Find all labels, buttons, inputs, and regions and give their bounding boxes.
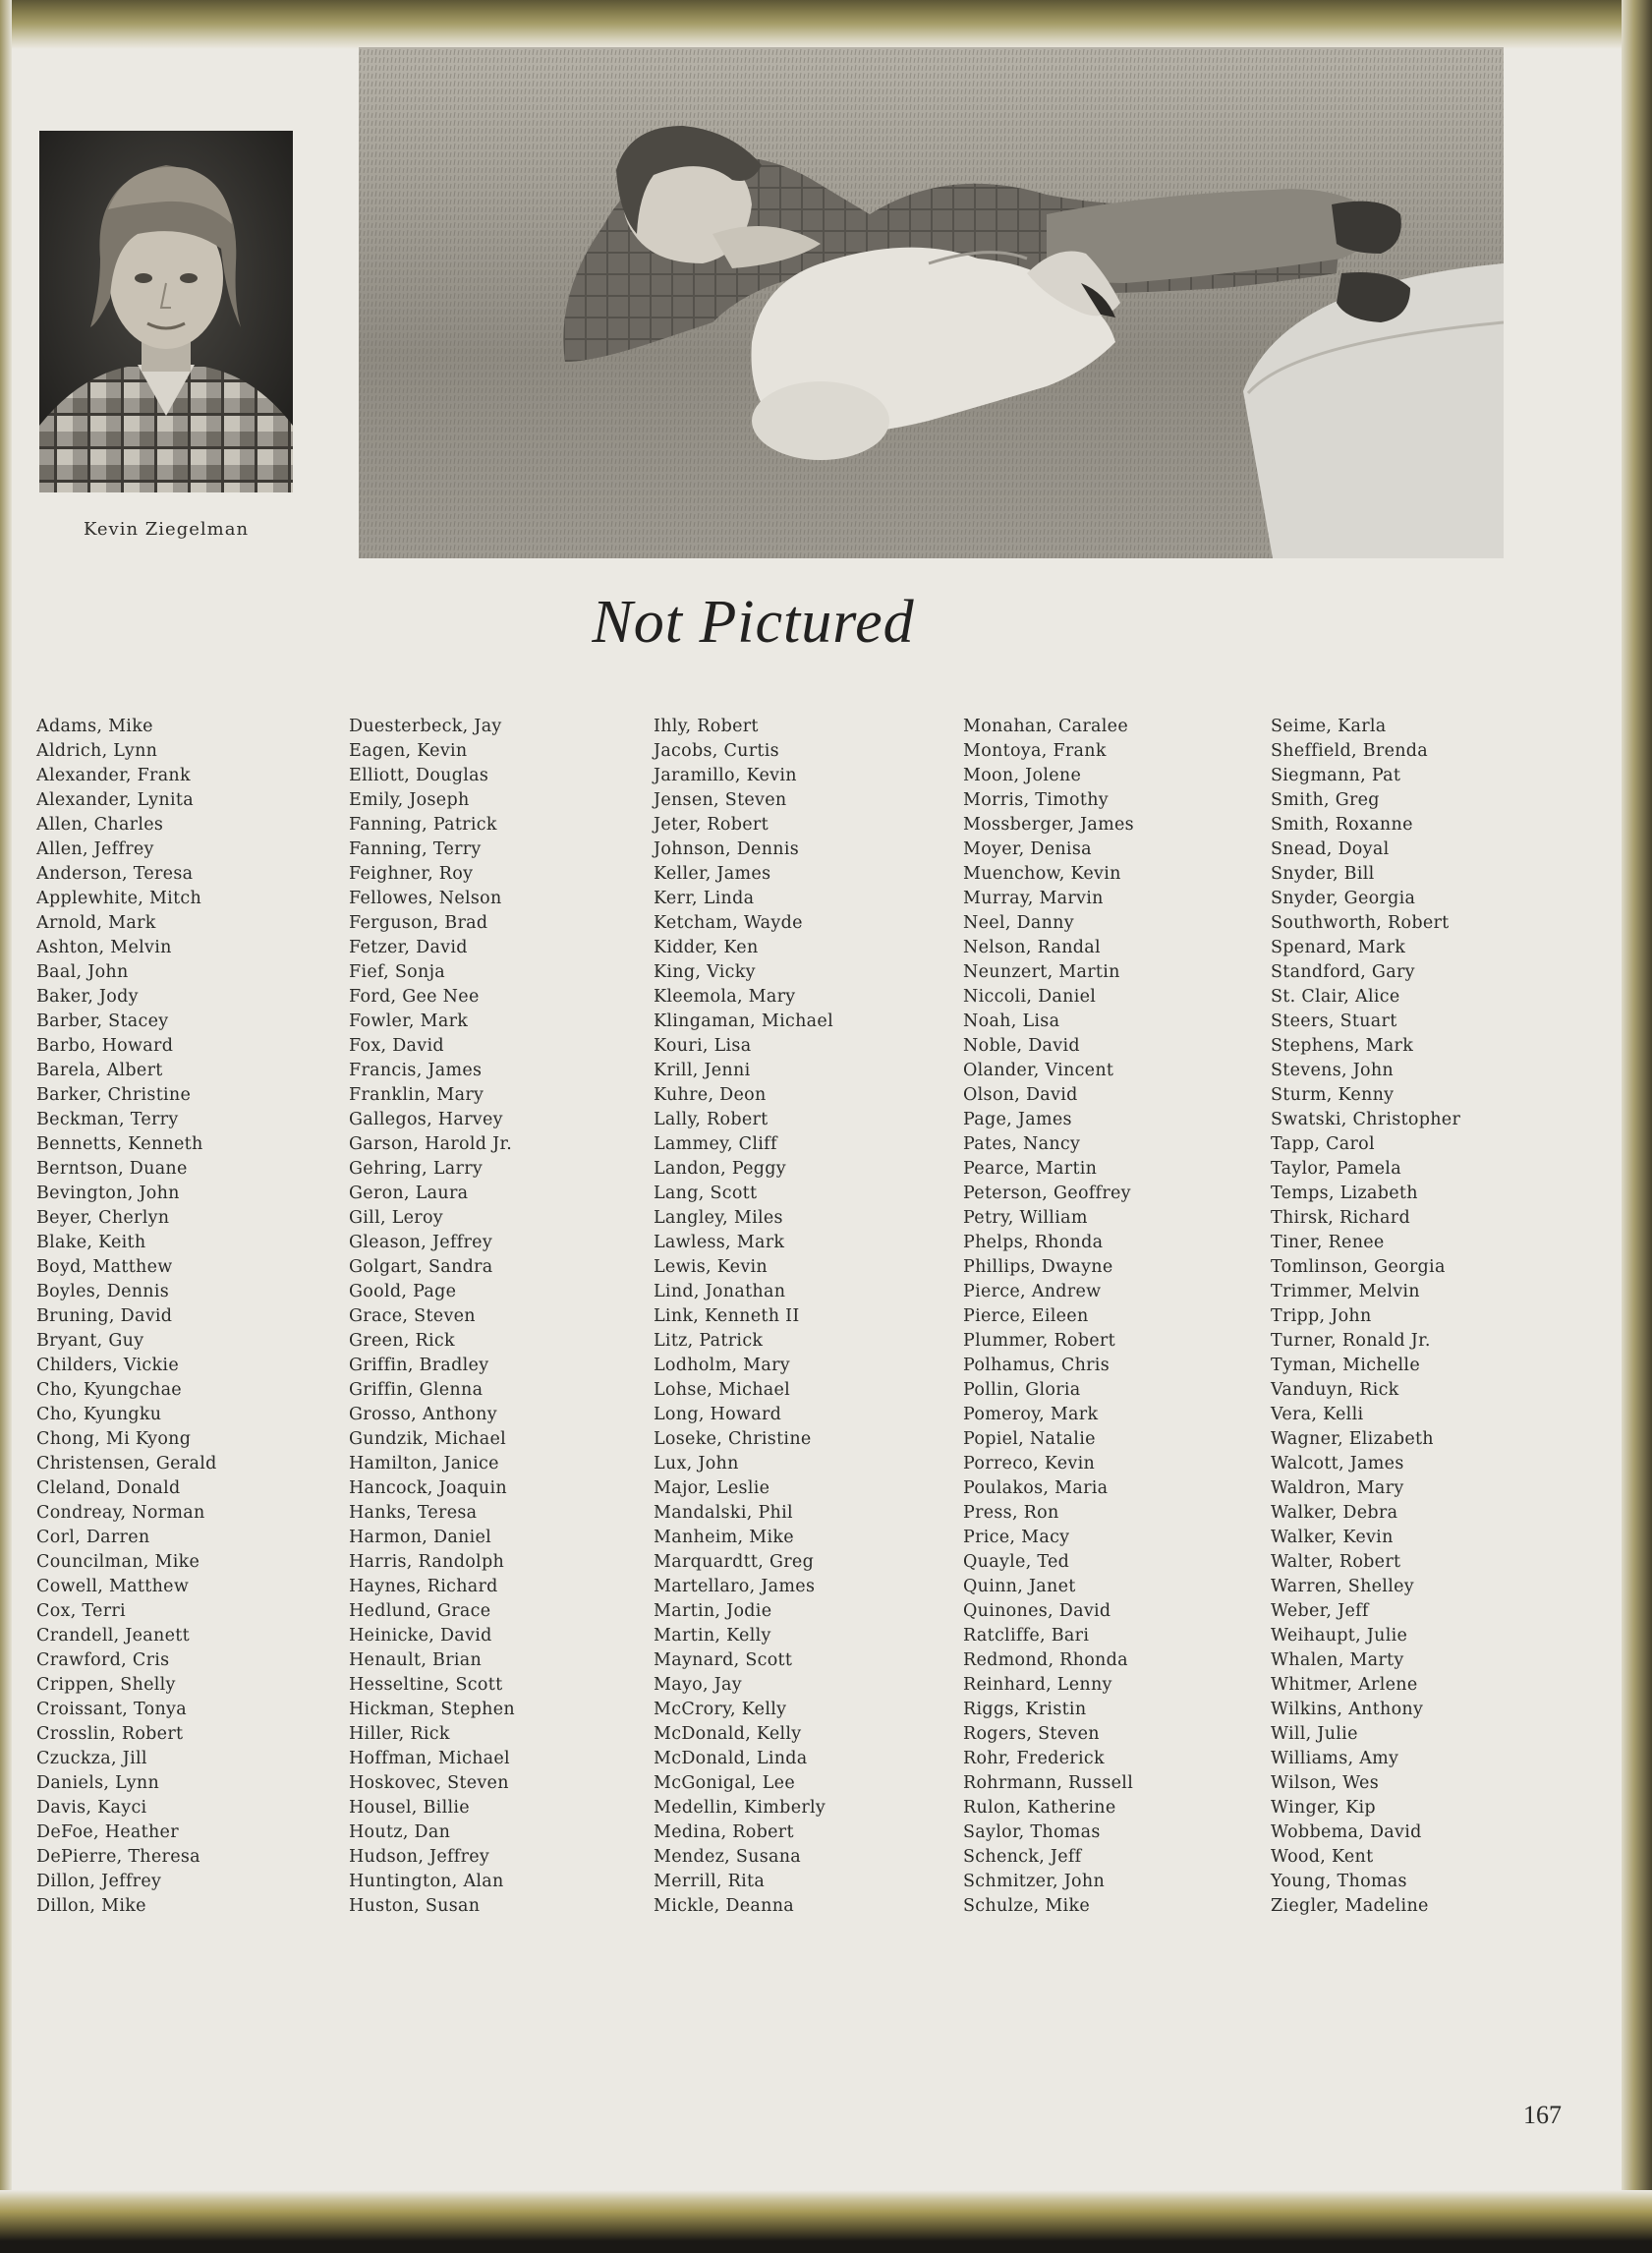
name-entry: Smith, Roxanne <box>1271 815 1413 835</box>
name-entry: Griffin, Glenna <box>349 1380 484 1400</box>
name-entry: Housel, Billie <box>349 1798 470 1818</box>
name-entry: Ford, Gee Nee <box>349 987 480 1007</box>
name-entry: Duesterbeck, Jay <box>349 717 502 736</box>
name-entry: Seime, Karla <box>1271 717 1387 736</box>
name-entry: Link, Kenneth II <box>654 1306 800 1326</box>
name-entry: Trimmer, Melvin <box>1271 1282 1420 1301</box>
name-entry: Jeter, Robert <box>654 815 769 835</box>
name-entry: Manheim, Mike <box>654 1528 794 1547</box>
name-entry: Berntson, Duane <box>36 1159 188 1179</box>
name-entry: Baker, Jody <box>36 987 139 1007</box>
name-entry: Mandalski, Phil <box>654 1503 793 1523</box>
name-entry: Marquardtt, Greg <box>654 1552 815 1572</box>
name-entry: Tiner, Renee <box>1271 1233 1385 1252</box>
name-entry: Ketcham, Wayde <box>654 913 803 933</box>
name-entry: Noble, David <box>963 1036 1080 1056</box>
name-entry: Press, Ron <box>963 1503 1059 1523</box>
name-entry: Mickle, Deanna <box>654 1896 794 1916</box>
name-entry: Beyer, Cherlyn <box>36 1208 170 1228</box>
name-entry: Rogers, Steven <box>963 1724 1100 1744</box>
name-entry: Plummer, Robert <box>963 1331 1115 1351</box>
name-entry: Barber, Stacey <box>36 1011 169 1031</box>
name-entry: Rohr, Frederick <box>963 1749 1105 1768</box>
name-entry: Williams, Amy <box>1271 1749 1399 1768</box>
name-entry: Alexander, Frank <box>36 766 191 785</box>
name-entry: Hoskovec, Steven <box>349 1773 509 1793</box>
name-entry: Murray, Marvin <box>963 889 1104 908</box>
name-entry: Moon, Jolene <box>963 766 1082 785</box>
name-entry: McCrory, Kelly <box>654 1700 787 1719</box>
name-entry: Snyder, Georgia <box>1271 889 1416 908</box>
name-entry: Eagen, Kevin <box>349 741 468 761</box>
name-entry: Croissant, Tonya <box>36 1700 187 1719</box>
name-entry: Litz, Patrick <box>654 1331 764 1351</box>
section-title: Not Pictured <box>592 589 915 656</box>
name-entry: Harris, Randolph <box>349 1552 505 1572</box>
name-entry: Golgart, Sandra <box>349 1257 493 1277</box>
name-entry: Schenck, Jeff <box>963 1847 1082 1867</box>
name-entry: Bennetts, Kenneth <box>36 1134 203 1154</box>
name-entry: Fanning, Patrick <box>349 815 497 835</box>
name-entry: Gallegos, Harvey <box>349 1110 503 1129</box>
name-entry: Cho, Kyungchae <box>36 1380 182 1400</box>
page-number: 167 <box>1523 2101 1562 2129</box>
name-entry: Weihaupt, Julie <box>1271 1626 1408 1646</box>
name-column-5 <box>1271 715 1460 1919</box>
name-entry: Moyer, Denisa <box>963 839 1092 859</box>
name-entry: Pates, Nancy <box>963 1134 1081 1154</box>
name-entry: Monahan, Caralee <box>963 717 1128 736</box>
name-entry: Keller, James <box>654 864 771 884</box>
page-top-edge <box>0 0 1652 49</box>
name-entry: Crosslin, Robert <box>36 1724 184 1744</box>
name-entry: Medina, Robert <box>654 1822 794 1842</box>
name-entry: Long, Howard <box>654 1405 782 1424</box>
name-entry: Bryant, Guy <box>36 1331 144 1351</box>
name-entry: Cleland, Donald <box>36 1478 181 1498</box>
name-entry: Wood, Kent <box>1271 1847 1374 1867</box>
name-entry: Quinones, David <box>963 1601 1111 1621</box>
name-entry: Boyd, Matthew <box>36 1257 173 1277</box>
name-entry: Southworth, Robert <box>1271 913 1450 933</box>
name-entry: Hanks, Teresa <box>349 1503 478 1523</box>
name-entry: Huntington, Alan <box>349 1872 504 1891</box>
name-entry: Tripp, John <box>1271 1306 1372 1326</box>
name-entry: Vanduyn, Rick <box>1271 1380 1399 1400</box>
name-entry: Fanning, Terry <box>349 839 482 859</box>
name-entry: Spenard, Mark <box>1271 938 1406 957</box>
name-entry: Grosso, Anthony <box>349 1405 497 1424</box>
name-entry: Waldron, Mary <box>1271 1478 1404 1498</box>
name-entry: Martin, Jodie <box>654 1601 772 1621</box>
name-entry: Blake, Keith <box>36 1233 146 1252</box>
name-entry: Pierce, Andrew <box>963 1282 1102 1301</box>
name-entry: Barbo, Howard <box>36 1036 174 1056</box>
name-entry: Crawford, Cris <box>36 1650 170 1670</box>
page-bottom-edge <box>0 2190 1652 2253</box>
name-entry: Grace, Steven <box>349 1306 476 1326</box>
name-entry: Corl, Darren <box>36 1528 150 1547</box>
name-entry: Walker, Kevin <box>1271 1528 1394 1547</box>
name-entry: Alexander, Lynita <box>36 790 194 810</box>
name-entry: Quinn, Janet <box>963 1577 1076 1596</box>
name-entry: Muenchow, Kevin <box>963 864 1121 884</box>
name-entry: Lawless, Mark <box>654 1233 785 1252</box>
name-entry: Tapp, Carol <box>1271 1134 1375 1154</box>
name-entry: Loseke, Christine <box>654 1429 812 1449</box>
name-entry: Niccoli, Daniel <box>963 987 1097 1007</box>
name-entry: Gundzik, Michael <box>349 1429 507 1449</box>
name-entry: Cho, Kyungku <box>36 1405 162 1424</box>
candid-illustration <box>359 47 1504 558</box>
name-entry: Bevington, John <box>36 1184 180 1203</box>
name-entry: Stevens, John <box>1271 1061 1394 1080</box>
name-entry: Saylor, Thomas <box>963 1822 1101 1842</box>
name-entry: Elliott, Douglas <box>349 766 489 785</box>
name-column-1 <box>36 715 217 1919</box>
name-entry: McDonald, Kelly <box>654 1724 802 1744</box>
name-entry: St. Clair, Alice <box>1271 987 1400 1007</box>
name-entry: Riggs, Kristin <box>963 1700 1087 1719</box>
name-entry: Phillips, Dwayne <box>963 1257 1113 1277</box>
name-entry: Tomlinson, Georgia <box>1271 1257 1446 1277</box>
name-column-2 <box>349 715 515 1919</box>
name-entry: Young, Thomas <box>1271 1872 1407 1891</box>
name-entry: Mossberger, James <box>963 815 1134 835</box>
name-entry: Green, Rick <box>349 1331 455 1351</box>
name-entry: Redmond, Rhonda <box>963 1650 1128 1670</box>
name-entry: Phelps, Rhonda <box>963 1233 1104 1252</box>
name-entry: Tyman, Michelle <box>1271 1356 1420 1375</box>
name-entry: Baal, John <box>36 962 129 982</box>
name-entry: Haynes, Richard <box>349 1577 498 1596</box>
name-entry: Klingaman, Michael <box>654 1011 833 1031</box>
name-entry: Swatski, Christopher <box>1271 1110 1461 1129</box>
name-entry: Morris, Timothy <box>963 790 1109 810</box>
name-entry: Feighner, Roy <box>349 864 474 884</box>
name-entry: Kuhre, Deon <box>654 1085 767 1105</box>
name-entry: Vera, Kelli <box>1271 1405 1364 1424</box>
name-entry: Standford, Gary <box>1271 962 1415 982</box>
name-entry: Davis, Kayci <box>36 1798 147 1818</box>
name-entry: Anderson, Teresa <box>36 864 194 884</box>
name-entry: Griffin, Bradley <box>349 1356 489 1375</box>
page-right-edge <box>1622 0 1652 2253</box>
name-entry: Geron, Laura <box>349 1184 469 1203</box>
name-entry: Lux, John <box>654 1454 739 1473</box>
name-entry: Lind, Jonathan <box>654 1282 786 1301</box>
name-entry: Heinicke, David <box>349 1626 492 1646</box>
name-entry: Temps, Lizabeth <box>1271 1184 1418 1203</box>
name-entry: Crandell, Jeanett <box>36 1626 190 1646</box>
name-entry: Weber, Jeff <box>1271 1601 1369 1621</box>
name-entry: Martellaro, James <box>654 1577 816 1596</box>
name-entry: Olson, David <box>963 1085 1078 1105</box>
name-entry: Lang, Scott <box>654 1184 758 1203</box>
name-entry: King, Vicky <box>654 962 756 982</box>
name-entry: Pierce, Eileen <box>963 1306 1089 1326</box>
name-entry: Schulze, Mike <box>963 1896 1091 1916</box>
name-entry: Gehring, Larry <box>349 1159 484 1179</box>
name-entry: Quayle, Ted <box>963 1552 1070 1572</box>
name-entry: Wilkins, Anthony <box>1271 1700 1424 1719</box>
name-entry: Merrill, Rita <box>654 1872 766 1891</box>
name-entry: Warren, Shelley <box>1271 1577 1414 1596</box>
name-entry: Lodholm, Mary <box>654 1356 790 1375</box>
name-entry: Barker, Christine <box>36 1085 192 1105</box>
name-entry: Polhamus, Chris <box>963 1356 1110 1375</box>
name-entry: Franklin, Mary <box>349 1085 484 1105</box>
name-entry: Page, James <box>963 1110 1072 1129</box>
name-entry: Porreco, Kevin <box>963 1454 1096 1473</box>
name-entry: Christensen, Gerald <box>36 1454 217 1473</box>
name-entry: Pomeroy, Mark <box>963 1405 1099 1424</box>
name-entry: Winger, Kip <box>1271 1798 1376 1818</box>
name-entry: Bruning, David <box>36 1306 173 1326</box>
name-entry: Steers, Stuart <box>1271 1011 1397 1031</box>
name-entry: Crippen, Shelly <box>36 1675 176 1695</box>
portrait-photo <box>39 131 293 492</box>
name-entry: Fellowes, Nelson <box>349 889 502 908</box>
name-entry: Kleemola, Mary <box>654 987 796 1007</box>
name-entry: Neunzert, Martin <box>963 962 1120 982</box>
name-entry: Siegmann, Pat <box>1271 766 1401 785</box>
name-entry: Dillon, Mike <box>36 1896 146 1916</box>
name-entry: Allen, Jeffrey <box>36 839 154 859</box>
name-entry: Whitmer, Arlene <box>1271 1675 1418 1695</box>
name-entry: Walker, Debra <box>1271 1503 1398 1523</box>
name-entry: McDonald, Linda <box>654 1749 808 1768</box>
name-entry: Lammey, Cliff <box>654 1134 777 1154</box>
name-entry: Ihly, Robert <box>654 717 759 736</box>
name-entry: Cowell, Matthew <box>36 1577 190 1596</box>
name-entry: Landon, Peggy <box>654 1159 786 1179</box>
name-entry: Houtz, Dan <box>349 1822 451 1842</box>
name-entry: Lally, Robert <box>654 1110 769 1129</box>
name-entry: Pollin, Gloria <box>963 1380 1081 1400</box>
name-entry: Mayo, Jay <box>654 1675 742 1695</box>
name-entry: Wagner, Elizabeth <box>1271 1429 1434 1449</box>
name-entry: Hamilton, Janice <box>349 1454 499 1473</box>
name-entry: Ziegler, Madeline <box>1271 1896 1429 1916</box>
name-entry: Fief, Sonja <box>349 962 446 982</box>
name-entry: Walter, Robert <box>1271 1552 1401 1572</box>
name-entry: Reinhard, Lenny <box>963 1675 1112 1695</box>
name-entry: Aldrich, Lynn <box>36 741 158 761</box>
name-entry: Wilson, Wes <box>1271 1773 1379 1793</box>
name-entry: Major, Leslie <box>654 1478 770 1498</box>
name-entry: Nelson, Randal <box>963 938 1101 957</box>
name-entry: Allen, Charles <box>36 815 164 835</box>
name-entry: Olander, Vincent <box>963 1061 1114 1080</box>
name-entry: Hudson, Jeffrey <box>349 1847 490 1867</box>
page-left-edge <box>0 0 12 2253</box>
name-entry: Smith, Greg <box>1271 790 1380 810</box>
name-entry: Wobbema, David <box>1271 1822 1422 1842</box>
name-entry: Councilman, Mike <box>36 1552 200 1572</box>
name-entry: Francis, James <box>349 1061 483 1080</box>
name-entry: Hickman, Stephen <box>349 1700 515 1719</box>
name-entry: Jaramillo, Kevin <box>654 766 797 785</box>
name-entry: Noah, Lisa <box>963 1011 1060 1031</box>
name-entry: Petry, William <box>963 1208 1088 1228</box>
name-entry: Lohse, Michael <box>654 1380 791 1400</box>
name-entry: Kerr, Linda <box>654 889 755 908</box>
name-entry: Neel, Danny <box>963 913 1074 933</box>
name-entry: Barela, Albert <box>36 1061 163 1080</box>
name-entry: Condreay, Norman <box>36 1503 205 1523</box>
name-entry: Price, Macy <box>963 1528 1070 1547</box>
name-entry: Boyles, Dennis <box>36 1282 170 1301</box>
name-entry: Kouri, Lisa <box>654 1036 752 1056</box>
name-entry: Turner, Ronald Jr. <box>1271 1331 1431 1351</box>
name-entry: Fowler, Mark <box>349 1011 469 1031</box>
name-entry: Lewis, Kevin <box>654 1257 768 1277</box>
name-entry: Johnson, Dennis <box>654 839 800 859</box>
name-entry: Huston, Susan <box>349 1896 481 1916</box>
name-entry: Medellin, Kimberly <box>654 1798 826 1818</box>
candid-photo <box>359 47 1504 558</box>
name-entry: Langley, Miles <box>654 1208 783 1228</box>
name-entry: DePierre, Theresa <box>36 1847 200 1867</box>
name-entry: Popiel, Natalie <box>963 1429 1096 1449</box>
name-entry: Ferguson, Brad <box>349 913 488 933</box>
name-entry: Chong, Mi Kyong <box>36 1429 192 1449</box>
name-entry: Thirsk, Richard <box>1271 1208 1410 1228</box>
name-entry: Taylor, Pamela <box>1271 1159 1401 1179</box>
name-entry: DeFoe, Heather <box>36 1822 179 1842</box>
name-entry: Gill, Leroy <box>349 1208 443 1228</box>
name-entry: Gleason, Jeffrey <box>349 1233 493 1252</box>
name-entry: Daniels, Lynn <box>36 1773 160 1793</box>
name-entry: Whalen, Marty <box>1271 1650 1404 1670</box>
name-column-4 <box>963 715 1134 1919</box>
name-entry: Hancock, Joaquin <box>349 1478 507 1498</box>
name-entry: Will, Julie <box>1271 1724 1358 1744</box>
portrait-caption: Kevin Ziegelman <box>83 519 250 540</box>
name-entry: Kidder, Ken <box>654 938 759 957</box>
name-entry: Jacobs, Curtis <box>654 741 779 761</box>
name-entry: Hesseltine, Scott <box>349 1675 503 1695</box>
name-entry: Mendez, Susana <box>654 1847 802 1867</box>
name-entry: Stephens, Mark <box>1271 1036 1414 1056</box>
name-entry: Pearce, Martin <box>963 1159 1098 1179</box>
name-entry: Poulakos, Maria <box>963 1478 1109 1498</box>
name-entry: Adams, Mike <box>36 717 153 736</box>
name-entry: Snyder, Bill <box>1271 864 1375 884</box>
name-entry: Ashton, Melvin <box>36 938 172 957</box>
name-entry: Henault, Brian <box>349 1650 483 1670</box>
name-entry: Harmon, Daniel <box>349 1528 492 1547</box>
name-entry: Ratcliffe, Bari <box>963 1626 1090 1646</box>
name-entry: Dillon, Jeffrey <box>36 1872 162 1891</box>
name-entry: Emily, Joseph <box>349 790 470 810</box>
name-entry: Childers, Vickie <box>36 1356 179 1375</box>
name-entry: Goold, Page <box>349 1282 457 1301</box>
portrait-illustration <box>39 131 293 492</box>
name-entry: Cox, Terri <box>36 1601 126 1621</box>
name-entry: Fetzer, David <box>349 938 468 957</box>
name-entry: Schmitzer, John <box>963 1872 1106 1891</box>
name-entry: Arnold, Mark <box>36 913 156 933</box>
name-entry: Beckman, Terry <box>36 1110 179 1129</box>
name-entry: Rulon, Katherine <box>963 1798 1116 1818</box>
name-column-3 <box>654 715 833 1919</box>
name-entry: Czuckza, Jill <box>36 1749 147 1768</box>
name-entry: Rohrmann, Russell <box>963 1773 1134 1793</box>
name-entry: Walcott, James <box>1271 1454 1404 1473</box>
name-entry: Peterson, Geoffrey <box>963 1184 1131 1203</box>
name-entry: Hedlund, Grace <box>349 1601 491 1621</box>
name-entry: Snead, Doyal <box>1271 839 1390 859</box>
name-entry: McGonigal, Lee <box>654 1773 795 1793</box>
name-entry: Hiller, Rick <box>349 1724 450 1744</box>
name-entry: Fox, David <box>349 1036 444 1056</box>
name-entry: Montoya, Frank <box>963 741 1107 761</box>
name-entry: Maynard, Scott <box>654 1650 793 1670</box>
name-entry: Jensen, Steven <box>654 790 787 810</box>
name-entry: Martin, Kelly <box>654 1626 771 1646</box>
name-entry: Sheffield, Brenda <box>1271 741 1429 761</box>
name-entry: Garson, Harold Jr. <box>349 1134 513 1154</box>
name-entry: Sturm, Kenny <box>1271 1085 1395 1105</box>
name-entry: Krill, Jenni <box>654 1061 751 1080</box>
name-entry: Applewhite, Mitch <box>36 889 202 908</box>
name-entry: Hoffman, Michael <box>349 1749 510 1768</box>
